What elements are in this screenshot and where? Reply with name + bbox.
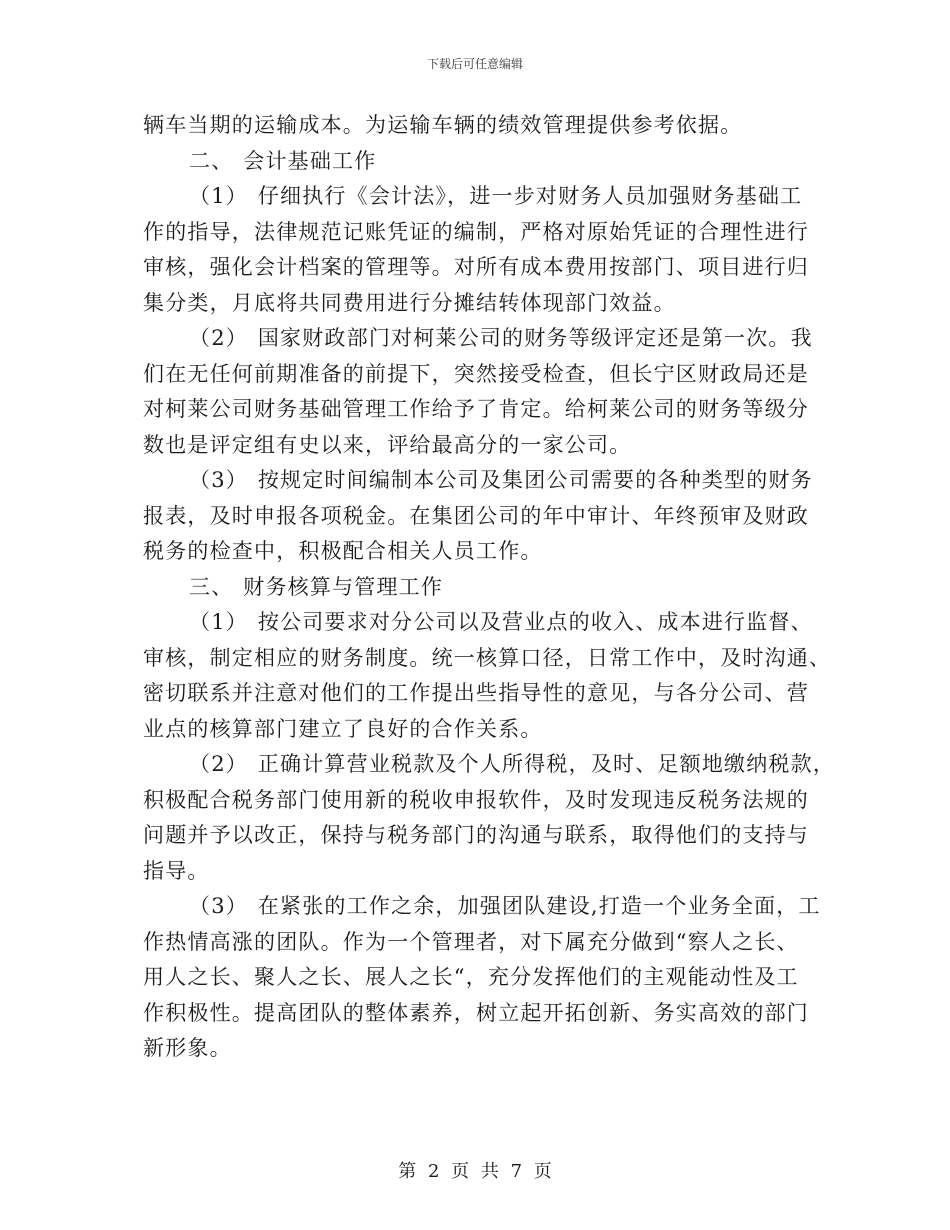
paragraph-start: （3） 在紧张的工作之余，加强团队建设,打造一个业务全面，工	[189, 894, 821, 918]
text-line: 积极配合税务部门使用新的税收申报软件，及时发现违反税务法规的	[143, 787, 809, 812]
text-line: 审核，强化会计档案的管理等。对所有成本费用按部门、项目进行归	[143, 255, 809, 279]
text-line: 对柯莱公司财务基础管理工作给予了肯定。给柯莱公司的财务等级分	[143, 397, 809, 421]
text-line: 们在无任何前期准备的前提下，突然接受检查，但长宁区财政局还是	[143, 361, 809, 386]
section-heading: 二、 会计基础工作	[189, 148, 377, 173]
text-line: 作热情高涨的团队。作为一个管理者，对下属充分做到“察人之长、	[143, 929, 799, 954]
text-line: 用人之长、聚人之长、展人之长“，充分发挥他们的主观能动性及工	[143, 965, 799, 989]
text-line: 数也是评定组有史以来，评给最高分的一家公司。	[143, 432, 632, 457]
paragraph-start: （2） 国家财政部门对柯莱公司的财务等级评定还是第一次。我	[189, 326, 813, 350]
paragraph-start: （3） 按规定时间编制本公司及集团公司需要的各种类型的财务	[189, 468, 813, 492]
paragraph-start: （1） 仔细执行《会计法》，进一步对财务人员加强财务基础工	[189, 184, 803, 208]
paragraph-start: （2） 正确计算营业税款及个人所得税，及时、足额地缴纳税款，	[189, 752, 836, 776]
text-line: 业点的核算部门建立了良好的合作关系。	[143, 716, 543, 741]
paragraph-start: （1） 按公司要求对分公司以及营业点的收入、成本进行监督、	[189, 610, 813, 634]
document-body	[143, 108, 836, 1067]
text-line: 集分类，月底将共同费用进行分摊结转体现部门效益。	[143, 290, 676, 315]
text-line: 辆车当期的运输成本。为运输车辆的绩效管理提供参考依据。	[143, 113, 743, 137]
text-line: 作的指导，法律规范记账凭证的编制，严格对原始凭证的合理性进行	[143, 219, 809, 244]
text-line: 报表，及时申报各项税金。在集团公司的年中审计、年终预审及财政	[143, 503, 809, 528]
text-line: 指导。	[143, 858, 210, 883]
text-line: 问题并予以改正，保持与税务部门的沟通与联系，取得他们的支持与	[143, 823, 809, 847]
text-line: 新形象。	[143, 1036, 232, 1060]
text-line: 作积极性。提高团队的整体素养，树立起开拓创新、务实高效的部门	[143, 1000, 809, 1025]
section-heading: 三、 财务核算与管理工作	[189, 574, 444, 599]
text-line: 审核，制定相应的财务制度。统一核算口径，日常工作中，及时沟通、	[143, 645, 832, 670]
page-number-footer: 第 2 页 共 7 页	[398, 1161, 552, 1182]
page-header-note: 下载后可任意编辑	[426, 57, 523, 71]
text-line: 密切联系并注意对他们的工作提出些指导性的意见，与各分公司、营	[143, 681, 809, 705]
text-line: 税务的检查中，积极配合相关人员工作。	[143, 539, 543, 563]
